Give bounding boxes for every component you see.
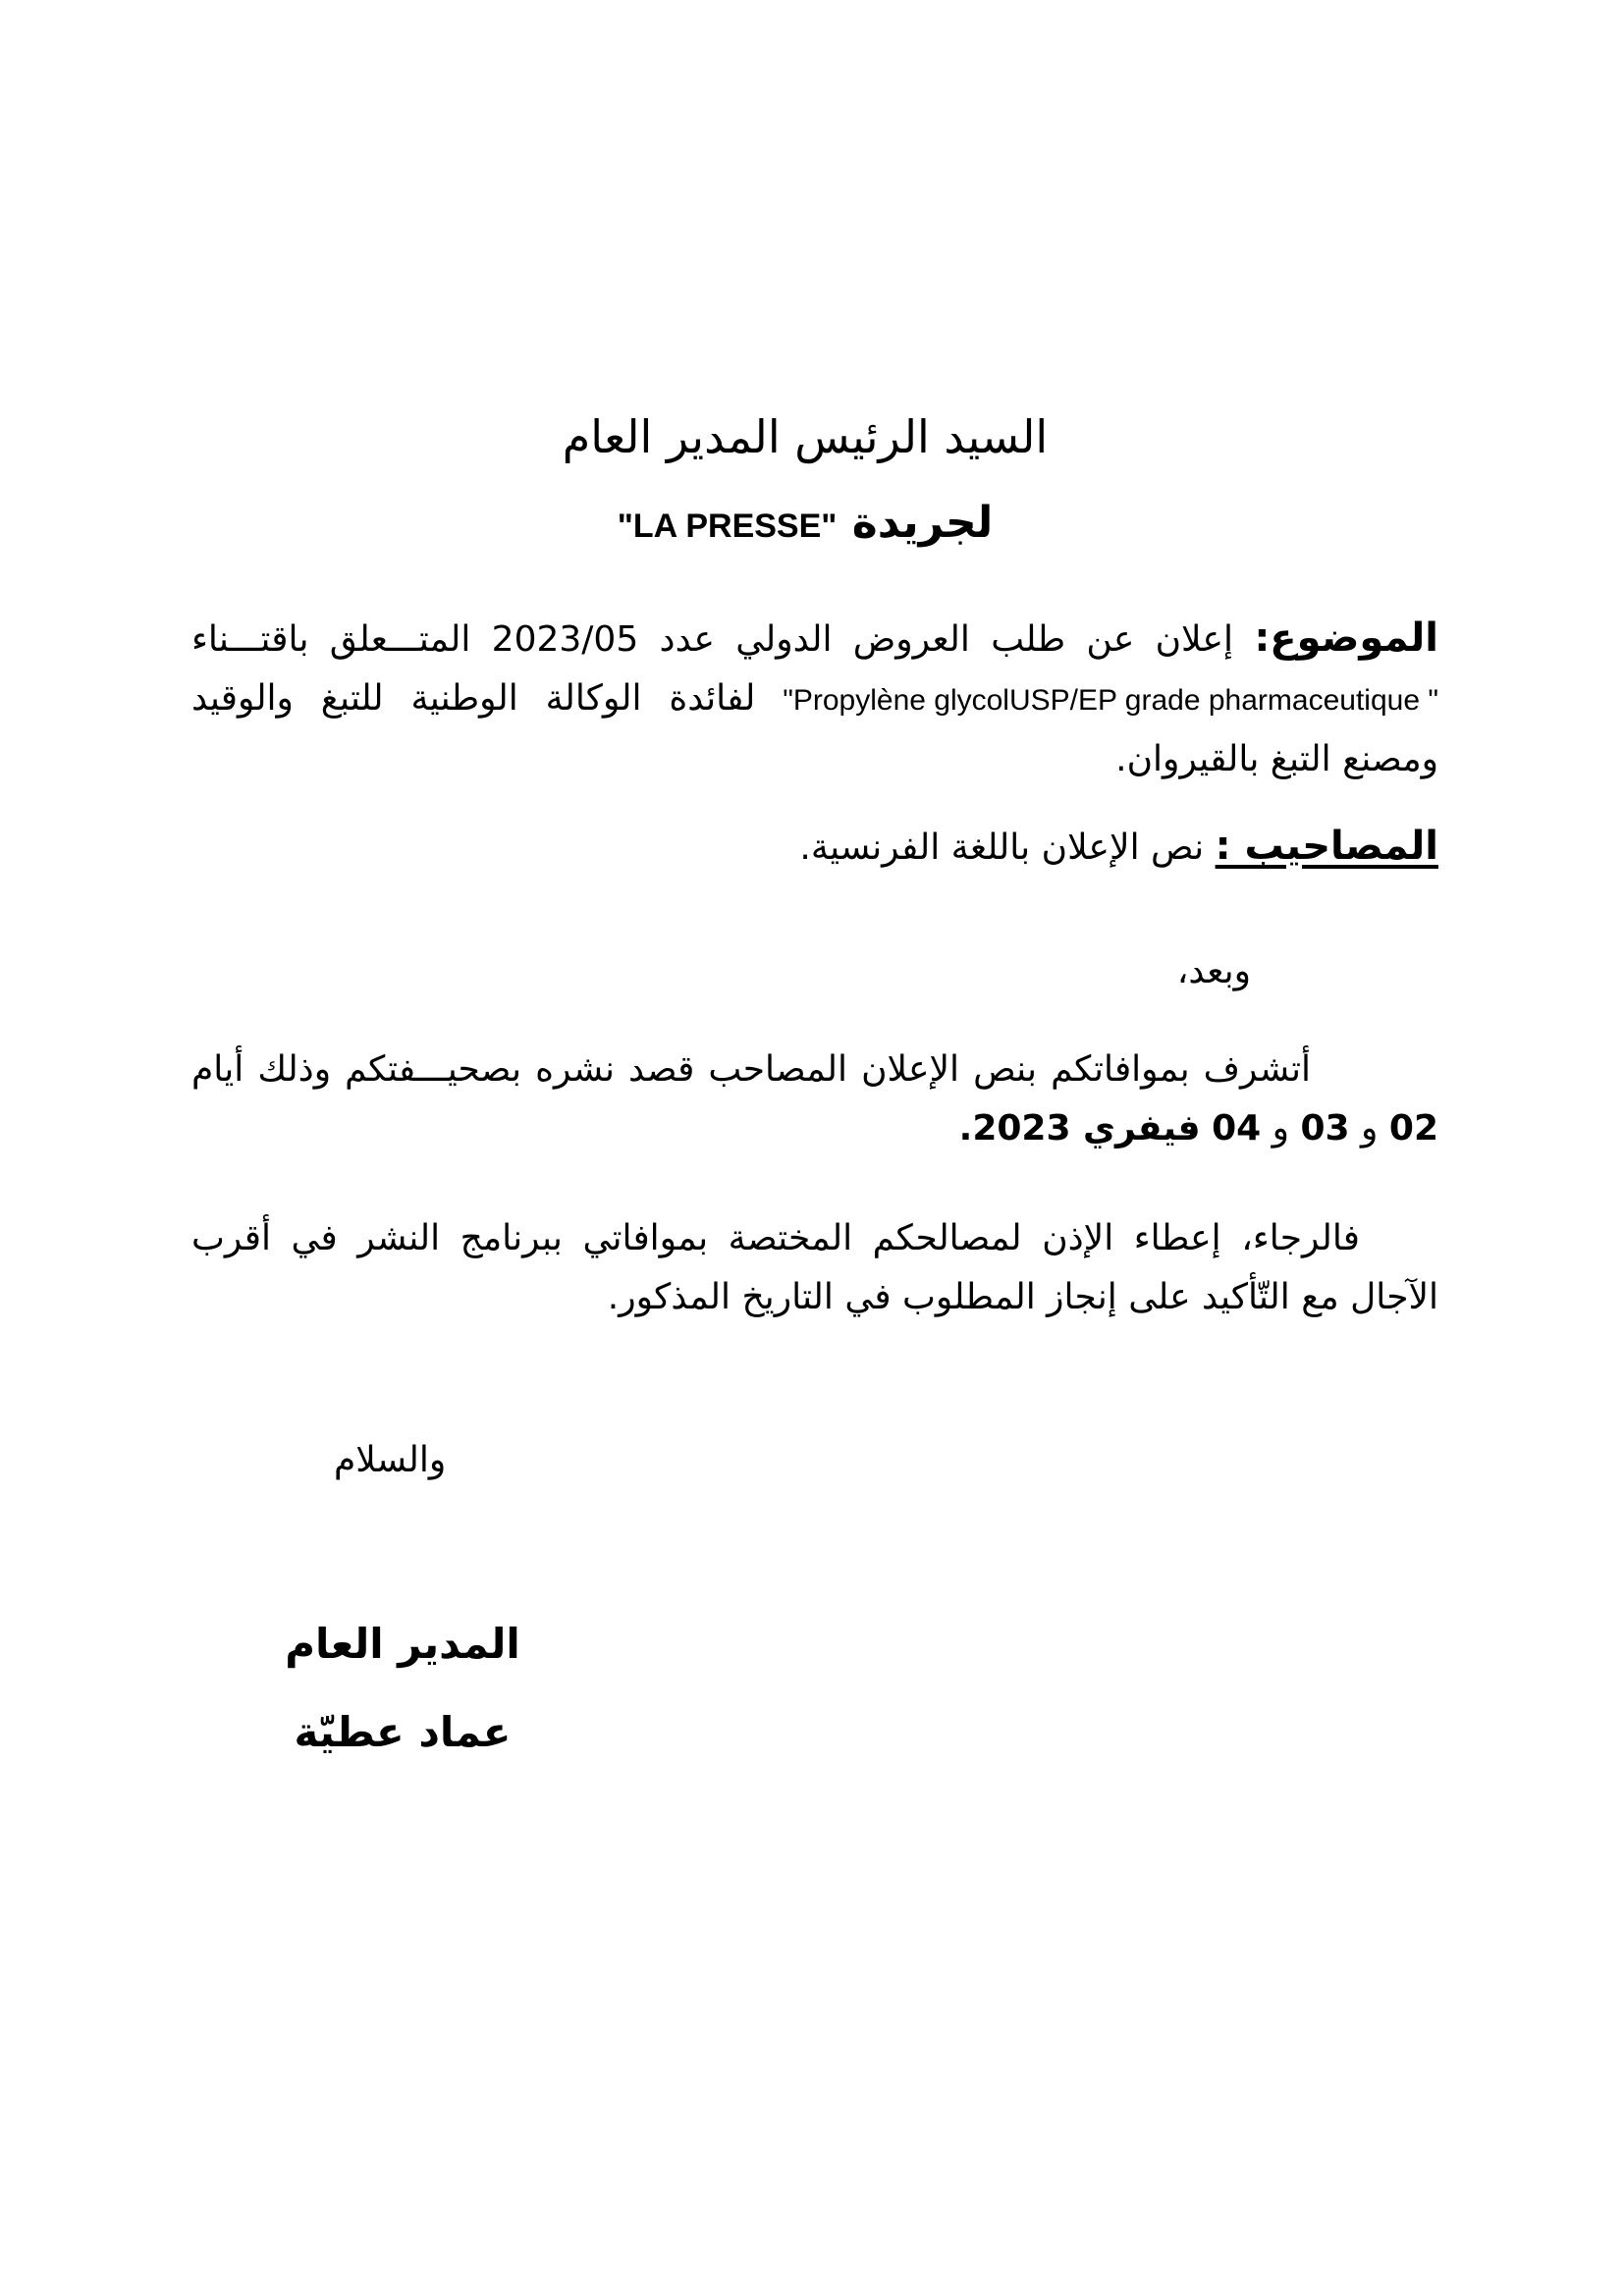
conjunction-1: و [1361, 1108, 1379, 1148]
closing-salutation: والسلام [334, 1440, 447, 1480]
addressee-title: السيد الرئيس المدير العام [562, 410, 1049, 463]
publication-day-3: 04 [1212, 1108, 1262, 1148]
signature-title: المدير العام [285, 1620, 520, 1668]
signature-name: عماد عطيّة [294, 1708, 512, 1756]
addressee-newspaper [520, 494, 1090, 556]
newspaper-name: "LA PRESSE" [617, 507, 838, 545]
attachments-block [191, 817, 1438, 878]
greeting: وبعد، [1176, 951, 1251, 991]
paragraph-publication-request [191, 1041, 1438, 1158]
subject-text-part1: إعلان عن طلب العروض الدولي عدد 2023/05 المتـــعلق باقتـــناء [191, 619, 1233, 660]
publication-day-2: 03 [1300, 1108, 1350, 1148]
paragraph-request-schedule: فالرجاء، إعطاء الإذن لمصالحكم المختصة بموافاتي ببرنامج النشر في أقرب الآجال مع التّأكيد على إنجاز المطلوب في التاريخ المذكور. [191, 1218, 1438, 1317]
subject-text-part2: لفائدة الوكالة الوطنية للتبغ والوقيد ومصنع التبغ بالقيروان. [191, 678, 1438, 779]
attachments-label: المصاحيب : [1215, 824, 1438, 869]
publication-day-1: 02 [1388, 1108, 1438, 1148]
subject-label: الموضوع: [1254, 615, 1438, 661]
publication-month-year: فيفري 2023. [958, 1108, 1201, 1148]
paragraph1-text: أتشرف بموافاتكم بنص الإعلان المصاحب قصد نشره بصحيـــفتكم وذلك أيام [191, 1049, 1311, 1090]
subject-product: "Propylène glycolUSP/EP grade pharmaceutique " [783, 684, 1438, 717]
conjunction-2: و [1272, 1108, 1290, 1148]
subject-block [191, 609, 1438, 789]
attachments-text: نص الإعلان باللغة الفرنسية. [799, 828, 1205, 868]
addressee-prefix: لجريدة [851, 498, 994, 548]
